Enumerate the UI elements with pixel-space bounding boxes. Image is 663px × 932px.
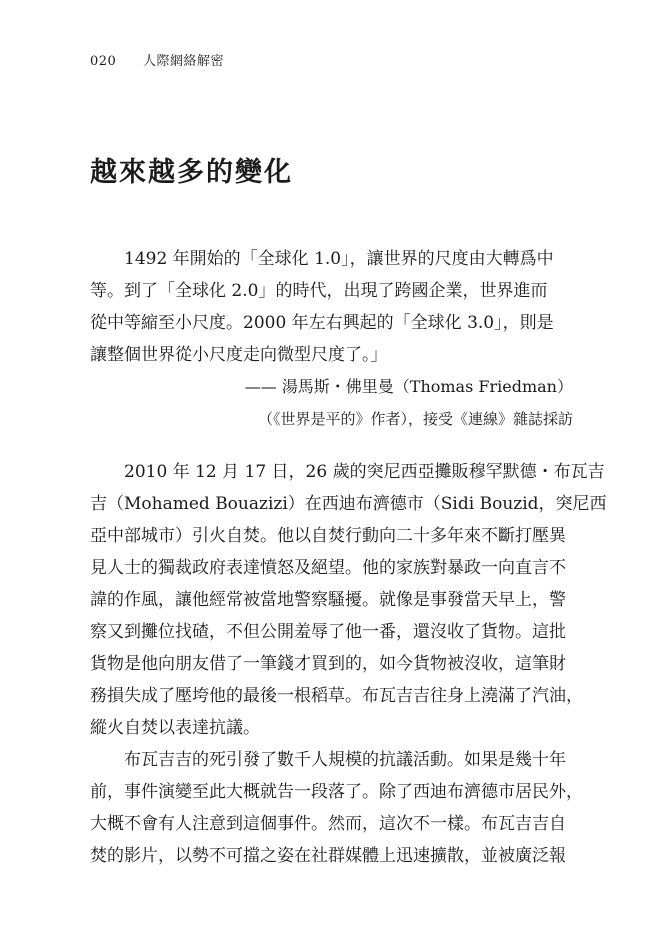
body-line: 前，事件演變至此大概就告一段落了。除了西迪布濟德市居民外， bbox=[90, 782, 583, 802]
quote-source: （《世界是平的》作者），接受《連線》雜誌採訪 bbox=[257, 410, 573, 428]
quote-paragraph bbox=[90, 243, 576, 371]
page-number: 020 bbox=[90, 54, 117, 69]
running-header bbox=[90, 50, 224, 69]
body-line: 大概不會有人注意到這個事件。然而，這次不一樣。布瓦吉吉自 bbox=[90, 814, 566, 834]
quote-line: 1492 年開始的「全球化 1.0」，讓世界的尺度由大轉爲中 bbox=[124, 249, 554, 269]
quote-line: 從中等縮至小尺度。2000 年左右興起的「全球化 3.0」，則是 bbox=[90, 313, 554, 333]
body-line: 亞中部城市）引火自焚。他以自焚行動向二十多年來不斷打壓異 bbox=[90, 526, 566, 546]
body-line: 縱火自焚以表達抗議。 bbox=[90, 718, 260, 738]
quote-attribution: —— 湯馬斯・佛里曼（Thomas Friedman） bbox=[244, 377, 573, 396]
body-line: 焚的影片，以勢不可擋之姿在社群媒體上迅速擴散，並被廣泛報 bbox=[90, 846, 566, 866]
body-line: 貨物是他向朋友借了一筆錢才買到的，如今貨物被沒收，這筆財 bbox=[90, 654, 566, 674]
body-line: 2010 年 12 月 17 日，26 歲的突尼西亞攤販穆罕默德・布瓦吉 bbox=[124, 462, 605, 482]
body-line: 務損失成了壓垮他的最後一根稻草。布瓦吉吉往身上澆滿了汽油， bbox=[90, 686, 583, 706]
book-title: 人際網絡解密 bbox=[142, 54, 224, 69]
body-line: 布瓦吉吉的死引發了數千人規模的抗議活動。如果是幾十年 bbox=[124, 750, 566, 770]
body-line: 察又到攤位找碴，不但公開羞辱了他一番，還沒收了貨物。這批 bbox=[90, 622, 566, 642]
chapter-title: 越來越多的變化 bbox=[90, 157, 293, 188]
body-line: 見人士的獨裁政府表達憤怒及絕望。他的家族對暴政一向直言不 bbox=[90, 558, 566, 578]
epigraph-quote bbox=[90, 243, 576, 371]
quote-line: 讓整個世界從小尺度走向微型尺度了。」 bbox=[90, 345, 388, 365]
body-text bbox=[90, 456, 607, 872]
quote-line: 等。到了「全球化 2.0」的時代，出現了跨國企業，世界進而 bbox=[90, 281, 548, 301]
body-line: 吉（Mohamed Bouazizi）在西迪布濟德市（Sidi Bouzid，突尼西 bbox=[90, 494, 607, 514]
body-line: 諱的作風，讓他經常被當地警察騷擾。就像是事發當天早上，警 bbox=[90, 590, 566, 610]
